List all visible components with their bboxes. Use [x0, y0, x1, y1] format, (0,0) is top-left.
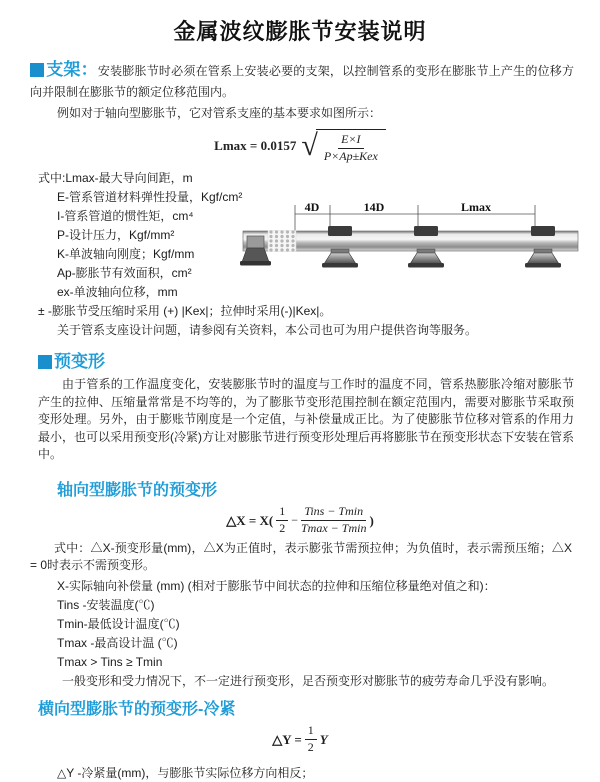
support-intro-text: 安装膨胀节时必须在管系上安装必要的支架，以控制管系的变形在膨胀节上产生的位移方向并限制在膨胀节的额定位移范围内。 [30, 64, 574, 99]
axial-formula-lhs: △X = X( [226, 512, 274, 528]
definition-item: E-管系管道材料弹性投量，Kgf/cm² [57, 190, 243, 204]
axial-formula [0, 504, 600, 538]
lateral-formula-lhs: △Y = [272, 731, 302, 747]
definition-item: ex-单波轴向位移，mm [57, 285, 178, 299]
x-definition-text: X-实际轴向补偿量 (mm) (相对于膨胀节中间状态的拉伸和压缩位移量绝对值之和)： [57, 578, 496, 593]
plus-minus-note: ± -膨胀节受压缩时采用 (+) |Kex|；拉伸时采用(-)|Kex|。 [38, 304, 332, 318]
support-example-text: 例如对于轴向型膨胀节，它对管系支座的基本要求如图所示： [57, 106, 382, 120]
t-definition-item: Tmax > Tins ≥ Tmin [57, 654, 163, 669]
t-definition-item: Tmax -最高设计温 (℃) [57, 635, 178, 650]
half-denominator: 2 [279, 521, 286, 535]
lmax-fraction [324, 133, 378, 164]
axial-note-text: 一般变形和受力情况下，不一定进行预变形，足否预变形对膨胀节的疲劳寿命几乎没有影响。 [62, 673, 555, 688]
half-fraction [305, 724, 317, 755]
axial-subsection-heading: 轴向型膨胀节的预变形 [57, 481, 218, 499]
temperature-fraction [301, 505, 366, 536]
lmax-formula [0, 129, 600, 163]
t-definition-item: Tins -安装温度(℃) [57, 597, 155, 612]
section-bullet-icon [30, 63, 44, 77]
lateral-formula-rhs: Y [319, 731, 328, 747]
temp-numerator: Tins − Tmin [301, 505, 366, 521]
lateral-subsection-heading: 横向型膨胀节的预变形-冷紧 [38, 700, 236, 718]
half-numerator: 1 [305, 724, 317, 740]
half-denominator: 2 [307, 740, 314, 754]
t-definition-item: Tmin-最低设计温度(℃) [57, 616, 180, 631]
support-paragraph [30, 59, 574, 103]
y-definition-text: △Y -冷紧量(mm)，与膨胀节实际位移方向相反； [57, 765, 314, 780]
dim-label-4d: 4D [304, 200, 320, 214]
definition-item: K-单波轴向刚度；Kgf/mm [57, 247, 195, 261]
lmax-formula-lhs: Lmax = 0.0157 [214, 138, 297, 153]
preform-body-text: 由于管系的工作温度变化，安装膨胀节时的温度与工作时的温度不同，管系热膨胀冷缩对膨胀节产生的拉伸、压缩量常常是不均等的，为了膨胀节变形范围控制在额定范围内，需要对膨胀节采取预变形处理。另外，由于膨账节刚度是一个定值，与补偿量成正比。为了使膨胀节位移对管系的作用力最小，也可以采用预变形(冷紧)方让对膨胀节进行预变形处理后再将膨胀节在预变形状态下安装在管系中。 [38, 377, 574, 461]
radical-sign-icon: √ [301, 129, 318, 162]
axial-explain-text: 式中：△X-预变形量(mm)，△X为正值时，表示膨张节需预拉伸；为负值时，表示需预压缩；△X = 0时表示不需预变形。 [30, 540, 572, 572]
lmax-fraction-numerator: E×I [338, 133, 363, 149]
definition-item: Ap-膨胀节有效面积，cm² [57, 266, 192, 280]
axial-formula-rhs: ) [369, 512, 374, 528]
preform-heading-row [38, 347, 574, 372]
page-title: 金属波纹膨胀节安装说明 [173, 19, 427, 44]
lmax-fraction-denominator: P×Ap±Kex [323, 148, 378, 163]
definitions-region [0, 169, 600, 340]
half-numerator: 1 [276, 505, 288, 521]
minus-operator: − [291, 513, 298, 527]
dim-label-14d: 14D [363, 200, 385, 214]
bellows-expansion-joint [268, 230, 296, 251]
half-fraction [276, 505, 288, 536]
definition-item: P-设计压力，Kgf/mm² [57, 228, 175, 242]
preform-section-heading: 预变形 [54, 352, 105, 371]
support-section-heading: 支架： [46, 60, 98, 79]
consult-note: 关于管系支座设计问题，请参阅有关资料，本公司也可为用户提供咨询等服务。 [57, 323, 478, 337]
definition-item: 式中:Lmax-最大导向间距，m [38, 171, 193, 185]
radical-body [316, 129, 386, 164]
pipe-support-diagram [238, 197, 598, 275]
dim-label-lmax: Lmax [461, 200, 491, 214]
definition-item: I-管系管道的惯性矩，cm⁴ [57, 209, 194, 223]
temp-denominator: Tmax − Tmin [301, 521, 367, 535]
lateral-formula [0, 725, 600, 755]
section-bullet-icon [38, 355, 52, 369]
radical-group [301, 129, 385, 164]
